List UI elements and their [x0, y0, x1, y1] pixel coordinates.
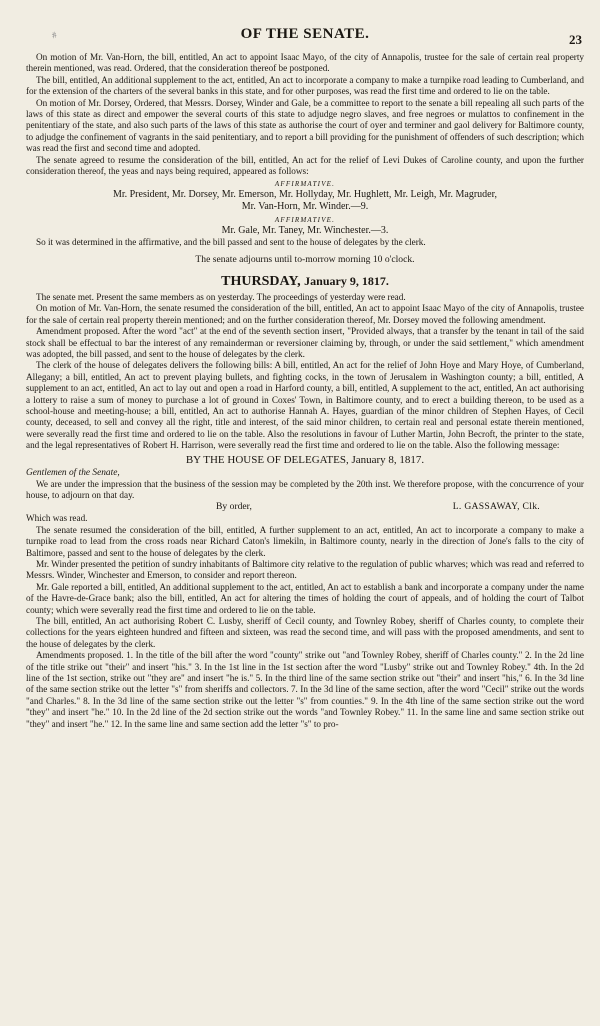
paragraph-amendments-list: Amendments proposed. 1. In the title of the bill after the word "county" strike out "and Townley Robey, sheriff of Charles county." 2. In the 2d line of the title strike out "their" and insert "his." 3. In the 1st line in the 1st section after the word "Lusby" strike out and Townley Robey." 4th. In the 2d line of the 1st section, strike out "they are" and insert "he is." 5. In the third line of the same section strike out "their" and insert "his," 6. In the 3d line of the same section strike out the letter "s" from sheriffs and collectors. 7. In the 3d line of the same section, after the word "Cecil" strike out the words "and Charles." 8. In the 3d line of the same section strike out the letter "s" from counties." 9. In the 4th line of the same section strike out the word "they" and insert "he." 10. In the 2d line of the 2d section strike out the words "and Townley Robey." 11. In the same line and same section strike out "they" and insert "he." 12. In the same line and same section add the letter "s" to pro-	[26, 650, 584, 729]
paragraph-gale-bank-bill: Mr. Gale reported a bill, entitled, An additional supplement to the act, entitled, An act to establish a bank and incorporate a company under the name of the Havre-de-Grace bank; also the bill, entitled, An act for altering the times of holding the court of appeals, and of holding the court of Talbot county; which were severally read the first time and ordered to lie on the table.	[26, 581, 584, 615]
message-by-order: By order,	[216, 501, 252, 513]
message-signature	[26, 501, 584, 513]
adjournment-notice: The senate adjourns until to-morrow morning 10 o'clock.	[195, 253, 415, 265]
date-heading	[26, 272, 584, 291]
paragraph-bills-delivered: The clerk of the house of delegates delivers the following bills: A bill, entitled, An act for the relief of John Hoye and Mary Hoye, of Cumberland, Allegany; a bill, entitled, An act to prevent playing bullets, and fighting cocks, in the town of Jerusalem in Washington county; a bill, entitled, A supplement to an act, entitled, An act to lay out and open a road in Harford county, a bill, entitled, A supplement to the act, entitled, An act authorising a lottery to raise a sum of money to purchase a lot of ground in Coxes' Town, in Baltimore county, and to erect a building thereon, to be used as a school-house and meeting-house; a bill, entitled, An act to authorise Hannah A. Hayes, guardian of the minor children of Stephen Hayes, of Cecil county, deceased, to sell and convey all the right, title and interest, of the said minor children, to certain real and personal estate therein mentioned, were severally read the first time and ordered to lie on the table. Also the resolutions in favour of Luther Martin, John Becroft, the printer to the state, and the legal representatives of Robert H. Harrison, were severally read the first time and ordered to lie on the table. Also the following message:	[26, 360, 584, 451]
message-clerk: L. GASSAWAY, Clk.	[452, 501, 540, 513]
page-number: 23	[569, 32, 582, 47]
paragraph-levi-dukes-bill: The senate agreed to resume the consideration of the bill, entitled, An act for the relief of Levi Dukes of Caroline county, and upon the further consideration thereof, the yeas and nays being required, appeared as follows:	[26, 154, 584, 177]
paragraph-senate-met: The senate met. Present the same members as on yesterday. The proceedings of yesterday were read.	[36, 291, 406, 302]
vote-affirmative-names-line-1: Mr. President, Mr. Dorsey, Mr. Emerson, Mr. Hollyday, Mr. Hughlett, Mr. Leigh, Mr. Magruder,	[112, 189, 498, 201]
vote-affirmative-label: AFFIRMATIVE.	[274, 180, 336, 189]
library-stamp: #	[50, 29, 58, 41]
date-heading-day: THURSDAY,	[221, 273, 301, 289]
vote-negative-names: Mr. Gale, Mr. Taney, Mr. Winchester.—3.	[221, 225, 389, 237]
paragraph-turnpike-supplement: The bill, entitled, An additional supplement to the act, entitled, An act to incorporate a company to make a turnpike road leading to Cumberland, and for the extension of the charters of the several banks in this state, and for other purposes, was read the first time and ordered to lie on the table.	[26, 74, 584, 97]
paragraph-lusby-robey-bill: The bill, entitled, An act authorising Robert C. Lusby, sheriff of Cecil county, and Townley Robey, sheriff of Charles county, to complete their collections for the years eighteen hundred and fifteen and sixteen, was read the second time, and will pass with the proposed amendments, and sent to the house of delegates by the clerk.	[26, 616, 584, 649]
page-header	[26, 26, 584, 52]
message-heading: BY THE HOUSE OF DELEGATES, January 8, 1817.	[185, 453, 425, 466]
message-salutation: Gentlemen of the Senate,	[26, 467, 120, 478]
running-title: OF THE SENATE.	[240, 26, 370, 42]
message-read-note: Which was read.	[26, 513, 88, 524]
paragraph-mayo-bill-postponed: On motion of Mr. Van-Horn, the bill, entitled, An act to appoint Isaac Mayo, of the city of Annapolis, trustee for the sale of certain real property therein mentioned, was read. Ordered, that the consideration thereof be postponed.	[26, 52, 584, 74]
paragraph-amendment-proposed: Amendment proposed. After the word "act" at the end of the seventh section insert, "Provided always, that a transfer by the tenant in tail of the said stock shall be effectual to bar the interest of any remainderman or reversioner claiming by, through, or under the said settlement," which amendment was adopted, the bill passed, and sent to the house of delegates by the clerk.	[26, 326, 584, 359]
paragraph-winder-petition: Mr. Winder presented the petition of sundry inhabitants of Baltimore city relative to the regulation of public wharves; which was read and referred to Messrs. Winder, Winchester and Emerson, to consider and report thereon.	[26, 559, 584, 581]
paragraph-turnpike-further-supplement: The senate resumed the consideration of the bill, entitled, A further supplement to an act, entitled, An act to incorporate a company to make a turnpike road to lead from the cross roads near Richard Caton's limekiln, in Baltimore county, nearly in the direction of Jone's falls to the city of Baltimore, passed and sent to the house of delegates by the clerk.	[26, 524, 584, 558]
vote-result: So it was determined in the affirmative, and the bill passed and sent to the house of delegates by the clerk.	[36, 237, 426, 248]
date-heading-date: January 9, 1817.	[304, 273, 389, 288]
paragraph-dorsey-committee: On motion of Mr. Dorsey, Ordered, that Messrs. Dorsey, Winder and Gale, be a committee to report to the senate a bill repealing all such parts of the laws of this state as direct and empower the several courts of this state to adjudge negro slaves, and free negroes or mulattos to confinement in the penitentiary of the state, and also such parts of the laws of this state as authorise the court of oyer and terminer and gaol delivery for Baltimore county, to adjudge the confinement of vagrants in the said penitentiary, and to report a bill providing for the punishment of offenders of such description; which was read the first and second time and adopted.	[26, 97, 584, 154]
vote-affirmative-names-line-2: Mr. Van-Horn, Mr. Winder.—9.	[241, 201, 369, 213]
vote-negative-label: AFFIRMATIVE.	[274, 216, 336, 225]
message-body: We are under the impression that the business of the session may be completed by the 20th inst. We therefore propose, with the concurrence of your house, to adjourn on that day.	[26, 478, 584, 500]
paragraph-mayo-bill-resumed: On motion of Mr. Van-Horn, the senate resumed the consideration of the bill, entitled, An act to appoint Isaac Mayo of the city of Annapolis, trustee for the sale of certain real property therein mentioned; and on the further consideration thereof, Mr. Dorsey moved the following amendment.	[26, 303, 584, 325]
